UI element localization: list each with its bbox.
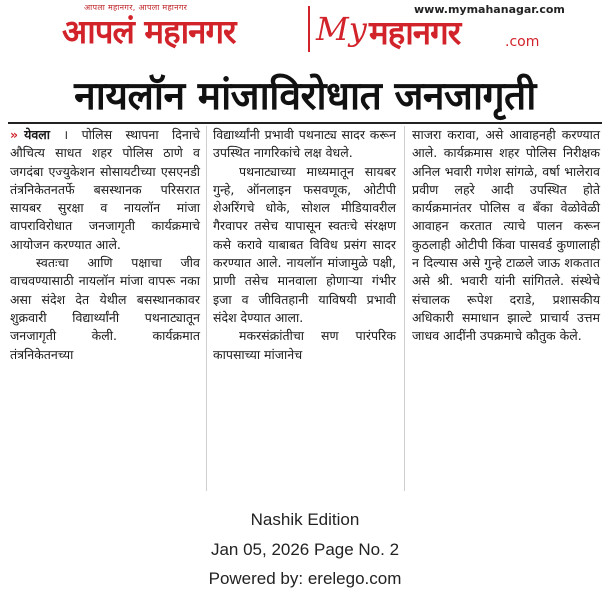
paragraph (10, 126, 200, 254)
article-column-3 (412, 126, 600, 346)
logo-dotcom: .com (505, 34, 540, 50)
article-headline: नायलॉन मांजाविरोधात जनजागृती (74, 74, 536, 119)
logo-aapla-mahanagar: आपलं महानगर (62, 12, 236, 51)
column-separator (404, 126, 405, 491)
double-chevron-right-icon: » (10, 127, 19, 142)
paragraph: पथनाट्याच्या माध्यमातून सायबर गुन्हे, ऑनलाइन फसवणूक, ओटीपी शेअरिंगचे धोके, सोशल मीडियावरील गैरवापर तसेच यापासून स्वतःचे संरक्षण कसे करावे याबाबत विविध प्रसंग सादर करण्यात आले. नायलॉन मांजामुळे पक्षी, प्राणी तसेच मानवाला होणाऱ्या गंभीर इजा व जीवितहानी याविषयी प्रभावी संदेश देण्यात आला. (213, 163, 396, 325)
paragraph: विद्यार्थ्यांनी प्रभावी पथनाट्य सादर करून उपस्थित नागरिकांचे लक्ष वेधले. (213, 127, 396, 161)
date-page-label: Jan 05, 2026 Page No. 2 (210, 540, 400, 559)
article-column-2 (213, 126, 396, 364)
paragraph: साजरा करावा, असे आवाहनही करण्यात आले. कार्यक्रमास शहर पोलिस निरीक्षक अनिल भवारी गणेश सांगळे, वर्षा भालेराव प्रवीण लहरे आदी उपस्थित होते कार्यक्रमानंतर पोलिस व बँका वेळोवेळी आवाहन करतात त्याचे पालन करून कुठलाही ओटीपी किंवा पासवर्ड कुणालाही न दिल्यास असे गुन्हे टाळले जाऊ शकतात असे श्री. भवारी यांनी सांगितले. संस्थेचे संचालक रूपेश दराडे, प्रशासकीय अधिकारी समाधान झाल्टे प्राचार्य उत्तम जाधव आदींनी उपक्रमाचे कौतुक केले. (412, 127, 600, 344)
edition-label: Nashik Edition (250, 510, 360, 529)
column-separator (206, 126, 207, 491)
logo-mahanagar: महानगर (369, 13, 461, 52)
headline-rule (8, 122, 602, 124)
paragraph: मकरसंक्रांतीचा सण पारंपरिक कापसाच्या मांजानेच (213, 328, 396, 362)
powered-by-label: Powered by: erelego.com (208, 569, 402, 588)
paragraph: स्वतःचा आणि पक्षाचा जीव वाचवण्यासाठी नायलॉन मांजा वापरू नका असा संदेश देत येथील बसस्थानकावर शुक्रवारी विद्यार्थ्यांनी पथनाट्यातून जनजागृती केली. कार्यक्रमात तंत्रनिकेतनच्या (10, 255, 200, 362)
paragraph-text: । पोलिस स्थापना दिनाचे औचित्य साधत शहर पोलिस ठाणे व जगदंबा एज्युकेशन सोसायटीच्या एसएनडी तंत्रनिकेतनतर्फे बसस्थानक परिसरात सायबर सुरक्षा व नायलॉन मांजा वापराविरोधात जनजागृती कार्यक्रमाचे आयोजन करण्यात आले. (10, 127, 200, 252)
masthead (0, 0, 610, 60)
article-column-1 (10, 126, 200, 364)
logo-my: My (316, 10, 367, 48)
logo-divider (308, 6, 310, 52)
dateline-place: येवला (24, 127, 50, 142)
site-url: www.mymahanagar.com (414, 3, 565, 16)
masthead-tagline: आपला महानगर, आपला महानगर (84, 3, 188, 12)
